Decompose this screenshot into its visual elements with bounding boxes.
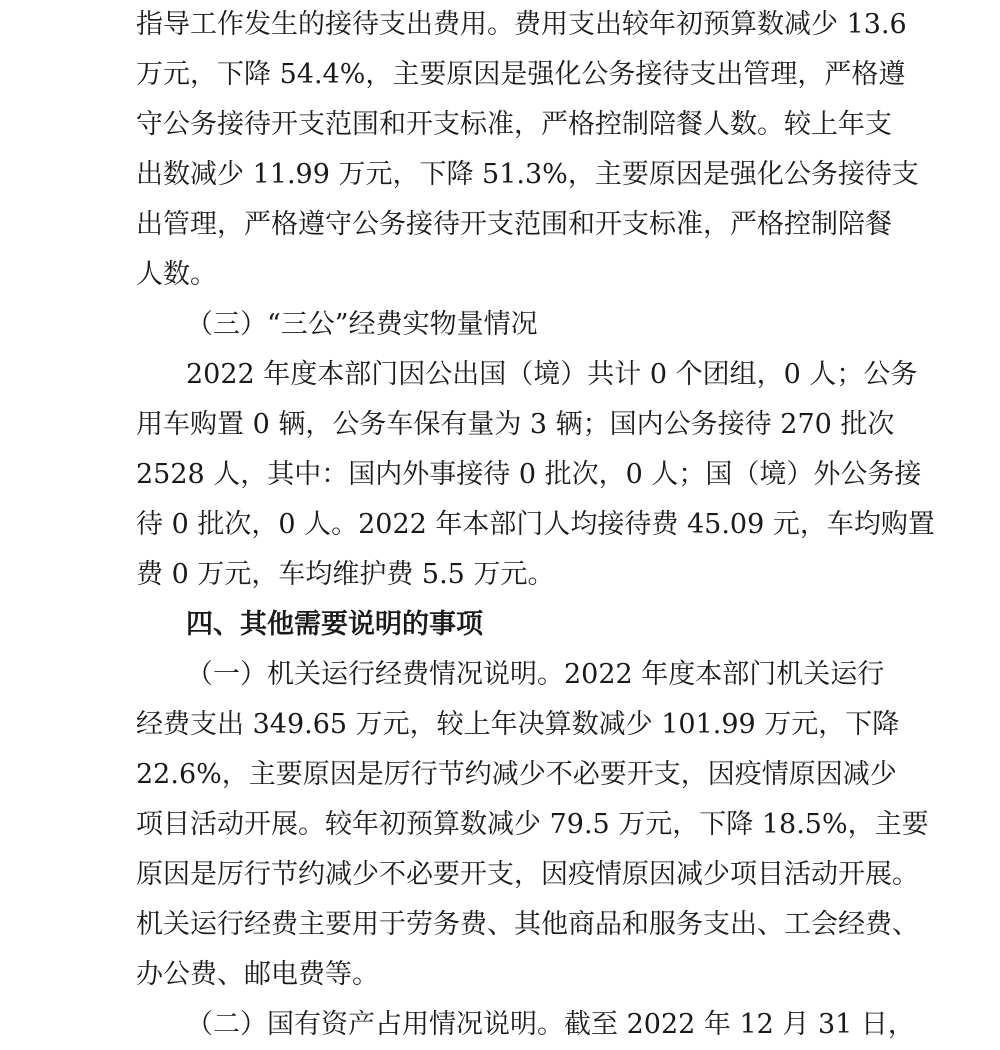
paragraph-line-18: 办公费、邮电费等。: [136, 959, 379, 990]
paragraph-line-19: （二）国有资产占用情况说明。截至 2022 年 12 月 31 日，: [186, 1009, 915, 1040]
paragraph-line-14: 22.6%，主要原因是厉行节约减少不必要开支，因疫情原因减少: [136, 759, 897, 790]
paragraph-line-17: 机关运行经费主要用于劳务费、其他商品和服务支出、工会经费、: [136, 909, 919, 940]
paragraph-line-4: 出数减少 11.99 万元，下降 51.3%，主要原因是强化公务接待支: [136, 159, 919, 190]
section-heading-3: （三）“三公”经费实物量情况: [186, 309, 538, 340]
paragraph-line-9: 2528 人，其中：国内外事接待 0 批次，0 人；国（境）外公务接: [136, 459, 922, 490]
paragraph-line-12: （一）机关运行经费情况说明。2022 年度本部门机关运行: [186, 659, 885, 690]
paragraph-line-11: 费 0 万元，车均维护费 5.5 万元。: [136, 559, 555, 590]
paragraph-line-6: 人数。: [136, 259, 217, 290]
paragraph-line-2: 万元，下降 54.4%，主要原因是强化公务接待支出管理，严格遵: [136, 59, 906, 90]
paragraph-line-8: 用车购置 0 辆，公务车保有量为 3 辆；国内公务接待 270 批次: [136, 409, 895, 440]
paragraph-line-13: 经费支出 349.65 万元，较上年决算数减少 101.99 万元，下降: [136, 709, 900, 740]
paragraph-line-5: 出管理，严格遵守公务接待开支范围和开支标准，严格控制陪餐: [136, 209, 892, 240]
paragraph-line-3: 守公务接待开支范围和开支标准，严格控制陪餐人数。较上年支: [136, 109, 892, 140]
paragraph-line-10: 待 0 批次，0 人。2022 年本部门人均接待费 45.09 元，车均购置: [136, 509, 935, 540]
section-heading-4: 四、其他需要说明的事项: [186, 609, 483, 640]
paragraph-line-1: 指导工作发生的接待支出费用。费用支出较年初预算数减少 13.6: [136, 9, 907, 40]
paragraph-line-15: 项目活动开展。较年初预算数减少 79.5 万元，下降 18.5%，主要: [136, 809, 929, 840]
paragraph-line-7: 2022 年度本部门因公出国（境）共计 0 个团组，0 人；公务: [186, 359, 918, 390]
paragraph-line-16: 原因是厉行节约减少不必要开支，因疫情原因减少项目活动开展。: [136, 859, 919, 890]
